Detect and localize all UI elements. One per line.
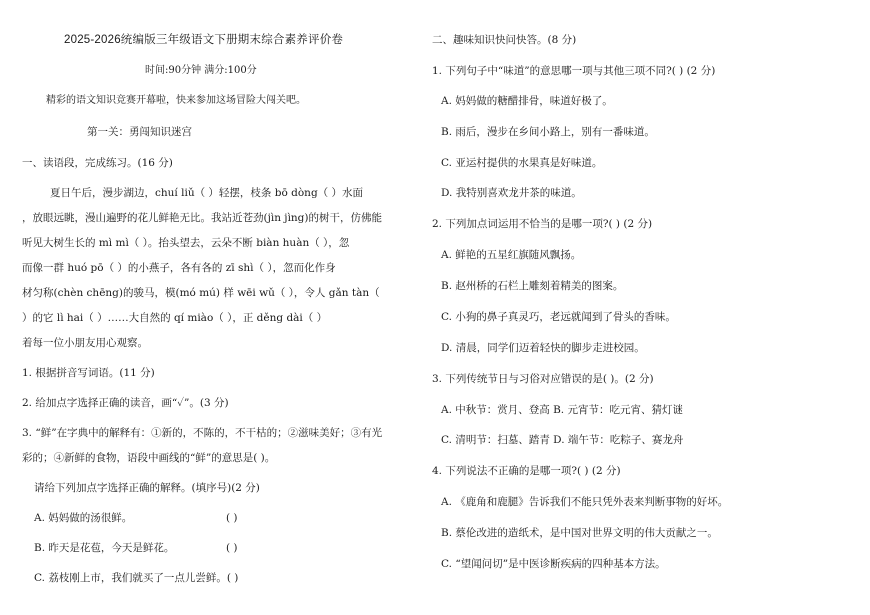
passage-line: 着每一位小朋友用心观察。 (22, 337, 148, 349)
section-two-heading: 二、趣味知识快问快答。(8 分) (432, 34, 577, 46)
option-line: D. 清晨，同学们迈着轻快的脚步走进校园。 (441, 342, 645, 354)
passage-line: 材匀称(chèn chēng)的骏马，模(mó mú) 样 wēi wǔ（ ），令人 gǎn tàn（ (22, 287, 380, 299)
intro-text: 精彩的语文知识竞赛开幕啦，快来参加这场冒险大闯关吧。 (46, 95, 306, 106)
option-line: B. 雨后，漫步在乡间小路上，别有一番味道。 (441, 126, 655, 138)
section-one-heading: 一、读语段，完成练习。(16 分) (22, 157, 173, 169)
question-three-instruction: 请给下列加点字选择正确的解释。(填序号)(2 分) (34, 482, 260, 494)
exam-title: 2025-2026统编版三年级语文下册期末综合素养评价卷 (64, 34, 344, 46)
question-three-line: 彩的；④新鲜的食物，语段中画线的“鲜”的意思是( )。 (22, 452, 276, 464)
option-line: B. 蔡伦改进的造纸术，是中国对世界文明的伟大贡献之一。 (441, 527, 718, 539)
passage-line: 听见大树生长的 mì mì（ ）。抬头望去，云朵不断 biàn huàn（ ），忽 (22, 237, 350, 249)
passage-line: ）的它 lì hai（ ）……大自然的 qí miào（ ），正 děng dài（ ） (22, 312, 328, 324)
option-line: C. “望闻问切”是中医诊断疾病的四种基本方法。 (441, 558, 666, 570)
option-b: B. 昨天是花苞，今天是鲜花。 (34, 542, 175, 554)
answer-blank-b: ( ) (226, 542, 238, 554)
option-line: A. 中秋节：赏月、登高 B. 元宵节：吃元宵、猜灯谜 (441, 404, 683, 416)
question-three: 3. 下列传统节日与习俗对应错误的是( )。(2 分) (432, 373, 654, 385)
passage-line: 夏日午后，漫步湖边，chuí liǔ（ ）轻摆，枝条 bō dòng（ ）水面 (50, 187, 363, 199)
option-line: A. 《鹿角和鹿腿》告诉我们不能只凭外表来判断事物的好坏。 (441, 496, 729, 508)
option-line: A. 妈妈做的糖醋排骨，味道好极了。 (441, 95, 613, 107)
option-c: C. 荔枝刚上市，我们就买了一点儿尝鲜。( ) (34, 572, 239, 584)
passage-line: 而像一群 huó pō（ ）的小燕子，各有各的 zī shì（ ），忽而化作身 (22, 262, 336, 274)
question-one: 1. 下列句子中“味道”的意思哪一项与其他三项不同?( ) (2 分) (432, 65, 716, 77)
question-four: 4. 下列说法不正确的是哪一项?( ) (2 分) (432, 465, 621, 477)
question-three-line: 3. “鲜”在字典中的解释有：①新的，不陈的，不干枯的；②滋味美好；③有光 (22, 427, 383, 439)
passage-line: ，放眼远眺，漫山遍野的花儿鲜艳无比。我站近苍劲(jìn jìng)的树干，仿佛能 (22, 212, 383, 224)
question-two: 2. 给加点字选择正确的读音，画“✓”。(3 分) (22, 397, 229, 409)
time-score-info: 时间:90分钟 满分:100分 (145, 65, 257, 76)
option-line: C. 清明节：扫墓、踏青 D. 端午节：吃粽子、赛龙舟 (441, 434, 684, 446)
question-two: 2. 下列加点词运用不恰当的是哪一项?( ) (2 分) (432, 218, 653, 230)
option-line: A. 鲜艳的五星红旗随风飘扬。 (441, 249, 582, 261)
option-line: B. 赵州桥的石栏上雕刻着精美的图案。 (441, 280, 624, 292)
answer-blank-a: ( ) (226, 512, 238, 524)
option-line: C. 小狗的鼻子真灵巧，老远就闻到了骨头的香味。 (441, 311, 676, 323)
option-a: A. 妈妈做的汤很鲜。 (34, 512, 133, 524)
option-line: C. 亚运村提供的水果真是好味道。 (441, 157, 603, 169)
option-line: D. 我特别喜欢龙井茶的味道。 (441, 187, 582, 199)
level-heading: 第一关：勇闯知识迷宫 (87, 126, 192, 138)
question-one: 1. 根据拼音写词语。(11 分) (22, 367, 155, 379)
